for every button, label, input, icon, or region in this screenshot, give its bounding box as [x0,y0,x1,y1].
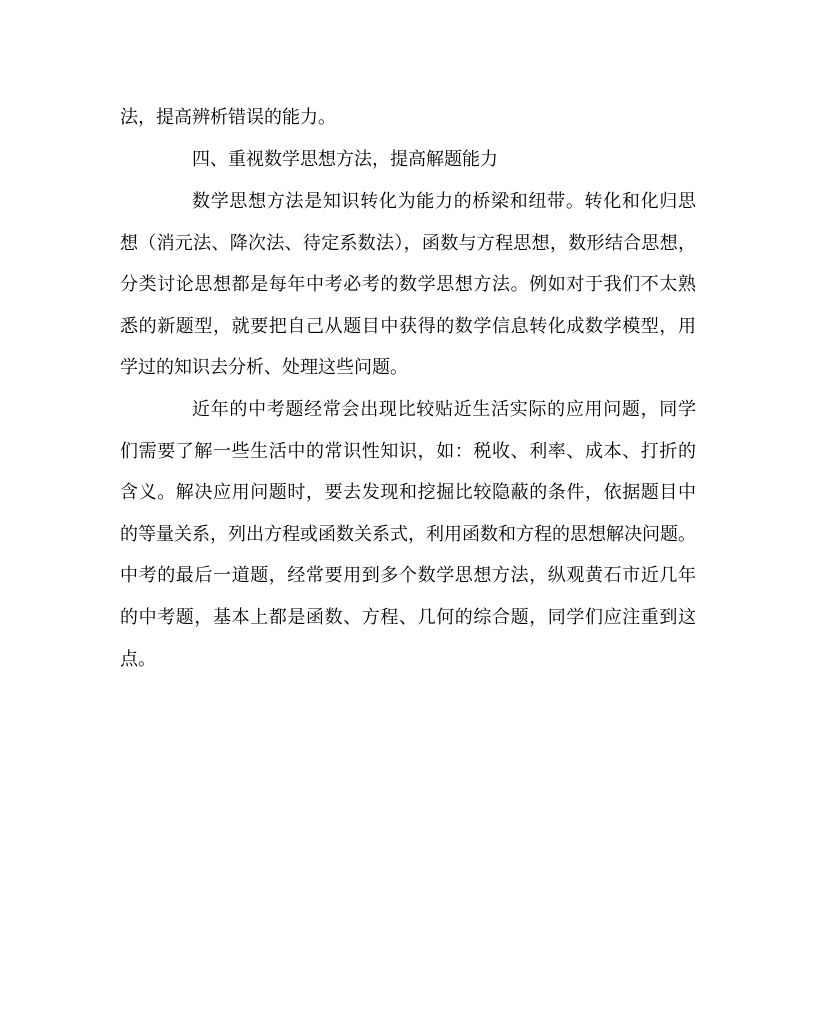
paragraph-line: 想（消元法、降次法、待定系数法），函数与方程思想，数形结合思想， [120,233,696,254]
section-heading: 四、重视数学思想方法，提高解题能力 [192,149,498,170]
paragraph-line: 分类讨论思想都是每年中考必考的数学思想方法。例如对于我们不太熟 [120,274,696,295]
paragraph-line: 的等量关系，列出方程或函数关系式，利用函数和方程的思想解决问题。 [120,524,696,545]
paragraph-line: 点。 [120,649,156,670]
paragraph-line: 含义。解决应用问题时，要去发现和挖掘比较隐蔽的条件，依据题目中 [120,482,696,503]
paragraph-line: 数学思想方法是知识转化为能力的桥梁和纽带。转化和化归思 [192,191,696,212]
paragraph-line: 的中考题，基本上都是函数、方程、几何的综合题，同学们应注重到这 [120,607,696,628]
paragraph-line: 近年的中考题经常会出现比较贴近生活实际的应用问题，同学 [192,399,696,420]
paragraph-line: 法，提高辨析错误的能力。 [120,107,336,128]
paragraph-line: 们需要了解一些生活中的常识性知识，如：税收、利率、成本、打折的 [120,441,696,462]
paragraph-line: 悉的新题型，就要把自己从题目中获得的数学信息转化成数学模型，用 [120,316,696,337]
paragraph-line: 中考的最后一道题，经常要用到多个数学思想方法，纵观黄石市近几年 [120,565,696,586]
paragraph-line: 学过的知识去分析、处理这些问题。 [120,357,408,378]
